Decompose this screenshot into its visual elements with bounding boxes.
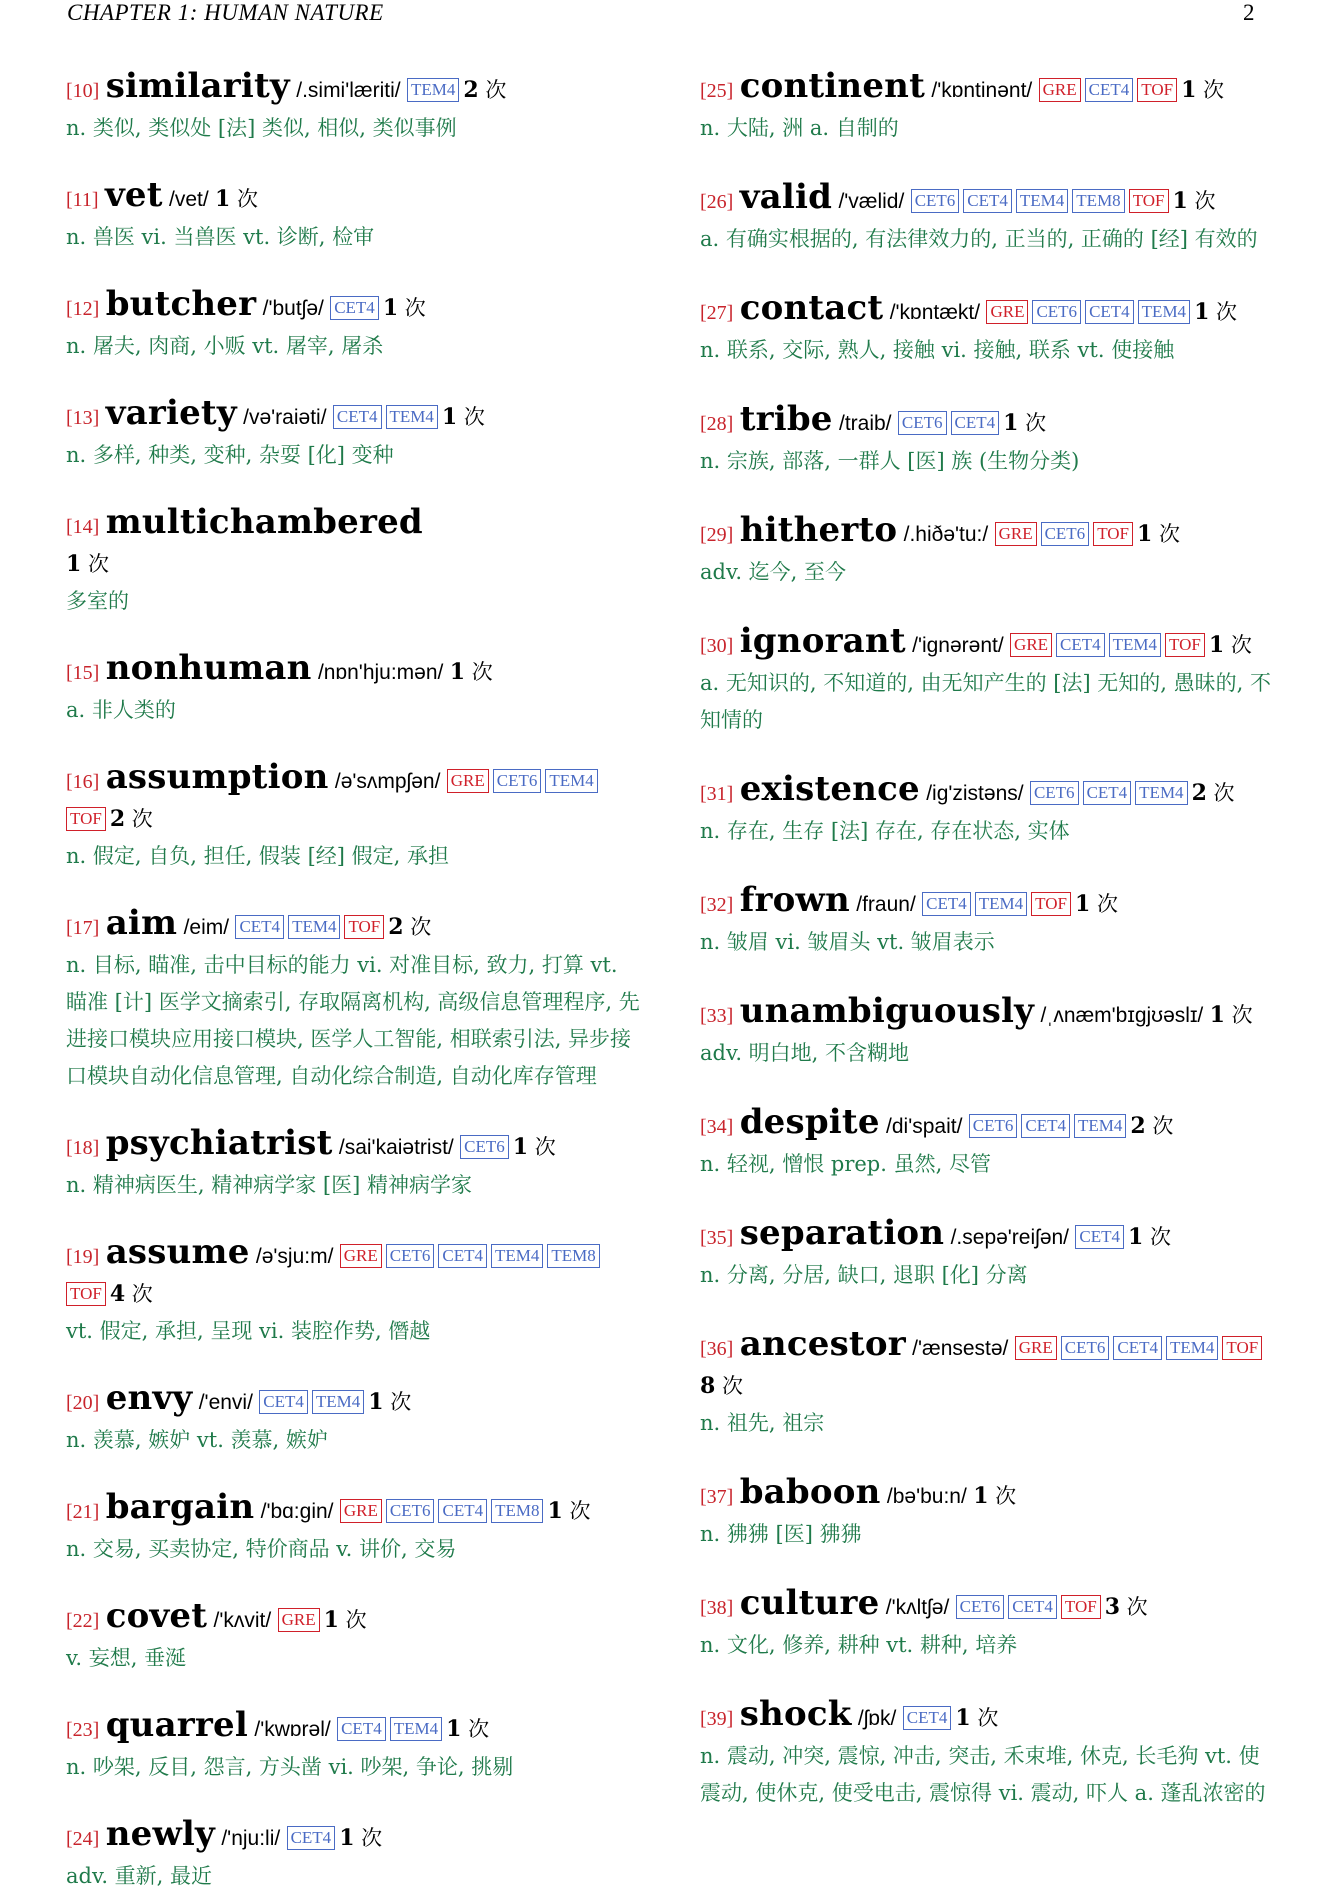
exam-tag: CET4 [1085,300,1134,324]
exam-tag: GRE [995,522,1037,546]
entry-word: shock [739,1694,852,1734]
entry-count: 1 次 [215,186,259,212]
exam-tag: TOF [1222,1336,1262,1360]
entry-word: nonhuman [105,648,312,688]
entry-head [700,993,1276,1035]
vocab-entry [66,177,640,256]
exam-tag: CET4 [438,1499,487,1523]
entry-definition: n. 狒狒 [医] 狒狒 [700,1522,862,1546]
vocab-entry [66,1707,640,1786]
entry-definition: n. 存在, 生存 [法] 存在, 存在状态, 实体 [700,819,1070,843]
entry-index: [11] [66,189,99,211]
vocab-entry [66,759,640,875]
exam-tag: GRE [1010,633,1052,657]
exam-tag: CET6 [969,1114,1018,1138]
entry-definition: n. 吵架, 反目, 怨言, 方头凿 vi. 吵架, 争论, 挑剔 [66,1755,514,1779]
entry-word: newly [105,1814,215,1854]
page-number: 2 [1243,0,1255,25]
vocab-entry [700,1326,1276,1442]
exam-tag: CET6 [1030,781,1079,805]
entry-phonetic: /fraun/ [856,893,916,916]
exam-tag: CET4 [1083,781,1132,805]
entry-head [66,1380,640,1422]
entry-head [66,395,640,437]
entry-head [700,512,1276,554]
entry-definition: a. 有确实根据的, 有法律效力的, 正当的, 正确的 [经] 有效的 [700,227,1258,251]
entry-word: separation [739,1213,945,1253]
entry-word: existence [739,769,920,809]
entry-count: 1 次 [66,551,109,577]
entry-count: 2 次 [1130,1113,1174,1139]
entry-definition: adv. 明白地, 不含糊地 [700,1041,910,1065]
entry-definition: n. 屠夫, 肉商, 小贩 vt. 屠宰, 屠杀 [66,334,384,358]
exam-tag: CET4 [922,892,971,916]
entry-definition: n. 文化, 修养, 耕种 vt. 耕种, 培养 [700,1633,1018,1657]
vocab-entry [700,290,1276,369]
exam-tag: TEM4 [407,78,459,102]
entry-head [700,1104,1276,1146]
entry-head [700,623,1276,665]
entry-count: 1 次 [1137,521,1180,547]
entry-head [66,1707,640,1749]
exam-tag: CET4 [235,915,284,939]
exam-tag: CET4 [438,1244,487,1268]
exam-tag: TOF [1031,892,1071,916]
entry-phonetic: /'envi/ [198,1391,253,1414]
exam-tag: GRE [986,300,1028,324]
entry-head [66,650,640,692]
entry-definition: a. 非人类的 [66,698,176,722]
entry-count: 3 次 [1104,1594,1148,1620]
entry-count: 1 次 [446,1716,490,1742]
entry-count: 1 次 [1181,77,1225,103]
entry-word: bargain [105,1487,255,1527]
entry-definition: adv. 重新, 最近 [66,1864,213,1888]
entry-count: 1 次 [973,1483,1017,1509]
entry-word: frown [739,880,850,920]
entry-count: 1 次 [1127,1224,1171,1250]
entry-count: 1 次 [547,1498,591,1524]
entry-word: valid [739,177,833,217]
exam-tag: GRE [1039,78,1081,102]
entry-head [700,1585,1276,1627]
entry-index: [14] [66,516,100,538]
entry-count: 1 次 [1172,188,1216,214]
entry-definition: n. 目标, 瞄准, 击中目标的能力 vi. 对准目标, 致力, 打算 vt. 瞄准 [计] 医学文摘索引, 存取隔离机构, 高级信息管理程序, 先进接口模块应用接口模块, 医学人工智能, 相联索引法, 异步接口模块自动化信息管理, 自动化综合制造, 自动化库存管理 [66,953,640,1088]
exam-tag: GRE [278,1608,320,1632]
exam-tag: CET6 [898,411,947,435]
entry-definition: n. 羡慕, 嫉妒 vt. 羡慕, 嫉妒 [66,1428,328,1452]
entry-word: unambiguously [739,991,1035,1031]
entry-head [700,68,1276,110]
entry-phonetic: /.simi'læriti/ [296,79,401,102]
exam-tag: CET4 [337,1717,386,1741]
entry-index: [39] [700,1708,734,1730]
entry-count: 1 次 [1208,632,1252,658]
entry-index: [20] [66,1392,100,1414]
entry-index: [32] [700,894,734,916]
chapter-title: CHAPTER 1: HUMAN NATURE [67,0,384,25]
vocab-entry [66,1234,640,1350]
vocab-entry [66,68,640,147]
entry-index: [22] [66,1610,100,1632]
entry-head [66,1489,640,1531]
entry-head [66,68,640,110]
entry-phonetic: /bə'bu:n/ [886,1485,967,1508]
entry-definition: n. 祖先, 祖宗 [700,1411,825,1435]
entry-definition: n. 联系, 交际, 熟人, 接触 vi. 接触, 联系 vt. 使接触 [700,338,1175,362]
entry-index: [28] [700,413,734,435]
entry-head [700,1696,1276,1738]
entry-phonetic: /'nju:li/ [221,1827,281,1850]
entry-index: [19] [66,1246,100,1268]
vocab-entry [66,1489,640,1568]
exam-tag: CET4 [951,411,1000,435]
entry-phonetic: /sai'kaiətrist/ [338,1136,454,1159]
entry-definition: v. 妄想, 垂涎 [66,1646,187,1670]
entry-count: 2 次 [1191,780,1235,806]
exam-tag: CET4 [1085,78,1134,102]
entry-head [700,1326,1276,1405]
exam-tag: CET6 [1061,1336,1110,1360]
exam-tag: CET6 [1032,300,1081,324]
entry-phonetic: /ig'zistəns/ [926,782,1024,805]
exam-tag: TEM8 [491,1499,543,1523]
exam-tag: CET4 [1008,1595,1057,1619]
entry-count: 2 次 [388,914,432,940]
entry-phonetic: /.hiðə'tu:/ [903,523,989,546]
vocab-entry [700,1696,1276,1812]
entry-definition: n. 皱眉 vi. 皱眉头 vt. 皱眉表示 [700,930,995,954]
vocab-entry [700,1215,1276,1294]
exam-tag: CET4 [1056,633,1105,657]
entry-count: 1 次 [368,1389,412,1415]
entry-definition: 多室的 [66,589,129,613]
vocab-entry [66,1598,640,1677]
exam-tag: TEM4 [288,915,340,939]
vocab-entry [66,1816,640,1895]
entry-count: 1 次 [512,1134,556,1160]
entry-index: [12] [66,298,100,320]
entry-head [66,1125,640,1167]
entry-phonetic: /ə'sʌmpʃən/ [334,770,441,793]
entry-index: [34] [700,1116,734,1138]
entry-phonetic: /'bɑ:gin/ [260,1500,334,1523]
entry-phonetic: /'kɒntinənt/ [931,79,1033,102]
exam-tag: TOF [1061,1595,1101,1619]
left-column [66,68,640,1895]
vocab-entry [66,650,640,729]
exam-tag: GRE [340,1499,382,1523]
vocab-entry [700,1474,1276,1553]
entry-index: [18] [66,1137,100,1159]
exam-tag: TOF [66,807,106,831]
entry-head [700,882,1276,924]
entry-phonetic: /.sepə'reiʃən/ [950,1226,1070,1249]
vocab-entry [700,512,1276,591]
entry-phonetic: /ʃɒk/ [857,1707,897,1730]
entry-head [700,179,1276,221]
vocab-entry [66,504,640,620]
entry-count: 1 次 [1074,891,1118,917]
entry-word: envy [105,1378,193,1418]
exam-tag: CET4 [330,296,379,320]
entry-word: ignorant [739,621,906,661]
entry-word: culture [739,1583,880,1623]
entry-head [66,1234,640,1313]
entry-count: 1 次 [323,1607,367,1633]
entry-phonetic: /'kwɒrəl/ [254,1718,331,1741]
exam-tag: CET6 [460,1135,509,1159]
exam-tag: TEM4 [545,769,597,793]
entry-word: ancestor [739,1324,906,1364]
entry-count: 1 次 [339,1825,383,1851]
vocab-entry [700,882,1276,961]
exam-tag: TEM4 [1166,1336,1218,1360]
entry-word: tribe [739,399,833,439]
entry-index: [15] [66,662,100,684]
entry-index: [10] [66,80,100,102]
entry-head [66,1816,640,1858]
entry-phonetic: /'ignərənt/ [912,634,1004,657]
entry-index: [29] [700,524,734,546]
entry-index: [24] [66,1828,100,1850]
exam-tag: CET6 [911,189,960,213]
entry-count: 2 次 [463,77,507,103]
entry-phonetic: /di'spait/ [886,1115,963,1138]
exam-tag: CET4 [1021,1114,1070,1138]
entry-index: [33] [700,1005,734,1027]
entry-index: [13] [66,407,100,429]
entry-count: 1 次 [441,404,485,430]
entry-definition: n. 兽医 vi. 当兽医 vt. 诊断, 检审 [66,225,375,249]
exam-tag: TEM4 [312,1390,364,1414]
exam-tag: CET4 [259,1390,308,1414]
entry-head [66,1598,640,1640]
entry-index: [38] [700,1597,734,1619]
exam-tag: CET6 [1041,522,1090,546]
entry-index: [36] [700,1338,734,1360]
entry-word: assume [105,1232,250,1272]
exam-tag: CET4 [903,1706,952,1730]
entry-word: similarity [105,66,290,106]
entry-definition: n. 假定, 自负, 担任, 假装 [经] 假定, 承担 [66,844,450,868]
entry-count: 1 次 [955,1705,999,1731]
entry-index: [30] [700,635,734,657]
entry-definition: n. 交易, 买卖协定, 特价商品 v. 讲价, 交易 [66,1537,457,1561]
vocab-entry [700,771,1276,850]
exam-tag: TOF [66,1282,106,1306]
exam-tag: TOF [1093,522,1133,546]
entry-definition: n. 宗族, 部落, 一群人 [医] 族 (生物分类) [700,449,1080,473]
entry-head [700,1474,1276,1516]
vocab-entry [700,68,1276,147]
entry-definition: n. 分离, 分居, 缺口, 退职 [化] 分离 [700,1263,1028,1287]
entry-head [700,1215,1276,1257]
page-header [67,0,1255,28]
exam-tag: TEM4 [1016,189,1068,213]
entry-word: hitherto [739,510,898,550]
entry-index: [21] [66,1501,100,1523]
entry-definition: vt. 假定, 承担, 呈现 vi. 装腔作势, 僭越 [66,1319,431,1343]
entry-phonetic: /'kʌvit/ [213,1609,272,1632]
entry-phonetic: /'vælid/ [838,190,905,213]
exam-tag: TOF [1165,633,1205,657]
entry-count: 1 次 [382,295,426,321]
exam-tag: TEM4 [386,405,438,429]
entry-index: [16] [66,771,100,793]
entry-phonetic: /ə'sju:m/ [255,1245,334,1268]
exam-tag: TOF [344,915,384,939]
entry-word: vet [104,175,163,215]
exam-tag: TOF [1137,78,1177,102]
entry-count: 1 次 [1003,410,1047,436]
entry-index: [31] [700,783,734,805]
entry-word: continent [739,66,925,106]
entry-word: aim [105,903,178,943]
entry-count: 2 次 [109,806,153,832]
exam-tag: CET4 [333,405,382,429]
entry-word: assumption [105,757,329,797]
exam-tag: CET6 [386,1244,435,1268]
exam-tag: CET6 [386,1499,435,1523]
entry-word: contact [739,288,884,328]
entry-index: [26] [700,191,734,213]
entry-head [66,905,640,947]
entry-word: psychiatrist [105,1123,333,1163]
entry-definition: n. 大陆, 洲 a. 自制的 [700,116,899,140]
entry-word: variety [105,393,237,433]
exam-tag: TEM4 [1109,633,1161,657]
entry-word: baboon [739,1472,881,1512]
entry-count: 1 次 [1194,299,1238,325]
entry-word: despite [739,1102,880,1142]
vocab-entry [66,1125,640,1204]
exam-tag: GRE [1015,1336,1057,1360]
entry-head [700,771,1276,813]
exam-tag: CET4 [963,189,1012,213]
entry-phonetic: /eim/ [183,916,230,939]
exam-tag: TEM8 [1072,189,1124,213]
entry-head [700,401,1276,443]
exam-tag: TEM4 [1074,1114,1126,1138]
vocab-entry [700,623,1276,739]
entry-phonetic: /'kʌltʃə/ [885,1596,950,1619]
entry-word: butcher [105,284,257,324]
exam-tag: CET4 [1113,1336,1162,1360]
entry-definition: n. 轻视, 憎恨 prep. 虽然, 尽管 [700,1152,991,1176]
exam-tag: TEM4 [1138,300,1190,324]
exam-tag: TEM8 [547,1244,599,1268]
exam-tag: CET6 [493,769,542,793]
exam-tag: GRE [447,769,489,793]
entry-word: quarrel [105,1705,248,1745]
entry-index: [23] [66,1719,100,1741]
right-column [700,68,1276,1812]
vocab-entry [700,993,1276,1072]
entry-count: 1 次 [1209,1002,1253,1028]
exam-tag: CET4 [1075,1225,1124,1249]
entry-index: [27] [700,302,734,324]
vocab-entry [700,1585,1276,1664]
exam-tag: CET4 [287,1826,336,1850]
entry-word: multichambered [105,502,423,542]
exam-tag: TEM4 [390,1717,442,1741]
vocab-entry [66,905,640,1095]
entry-head [700,290,1276,332]
entry-phonetic: /'kɒntækt/ [889,301,981,324]
exam-tag: CET6 [956,1595,1005,1619]
vocab-entry [66,395,640,474]
entry-word: covet [105,1596,208,1636]
entry-count: 4 次 [109,1281,153,1307]
entry-phonetic: /'ænsestə/ [912,1337,1009,1360]
exam-tag: GRE [340,1244,382,1268]
entry-head [66,177,640,219]
entry-count: 1 次 [449,659,493,685]
entry-definition: adv. 迄今, 至今 [700,560,847,584]
entry-index: [25] [700,80,734,102]
entry-phonetic: /ˌʌnæm'bɪgjʊəslɪ/ [1040,1004,1204,1027]
vocab-entry [700,401,1276,480]
vocab-entry [700,1104,1276,1183]
exam-tag: TEM4 [491,1244,543,1268]
entry-definition: n. 类似, 类似处 [法] 类似, 相似, 类似事例 [66,116,457,140]
entry-index: [35] [700,1227,734,1249]
entry-index: [17] [66,917,100,939]
entry-definition: n. 多样, 种类, 变种, 杂耍 [化] 变种 [66,443,394,467]
exam-tag: TEM4 [975,892,1027,916]
entry-phonetic: /'butʃə/ [262,297,324,320]
exam-tag: TOF [1129,189,1169,213]
entry-phonetic: /vet/ [169,188,209,211]
entry-head [66,504,640,583]
entry-definition: a. 无知识的, 不知道的, 由无知产生的 [法] 无知的, 愚昧的, 不知情的 [700,671,1272,732]
exam-tag: TEM4 [1135,781,1187,805]
entry-head [66,286,640,328]
vocab-entry [66,1380,640,1459]
entry-count: 8 次 [700,1373,743,1399]
entry-phonetic: /və'raiəti/ [243,406,327,429]
entry-head [66,759,640,838]
entry-phonetic: /nɒn'hju:mən/ [317,661,444,684]
entry-definition: n. 精神病医生, 精神病学家 [医] 精神病学家 [66,1173,472,1197]
vocab-entry [66,286,640,365]
entry-phonetic: /traib/ [839,412,892,435]
entry-definition: n. 震动, 冲突, 震惊, 冲击, 突击, 禾束堆, 休克, 长毛狗 vt. 使震动, 使休克, 使受电击, 震惊得 vi. 震动, 吓人 a. 蓬乱浓密的 [700,1744,1266,1805]
vocab-entry [700,179,1276,258]
entry-index: [37] [700,1486,734,1508]
